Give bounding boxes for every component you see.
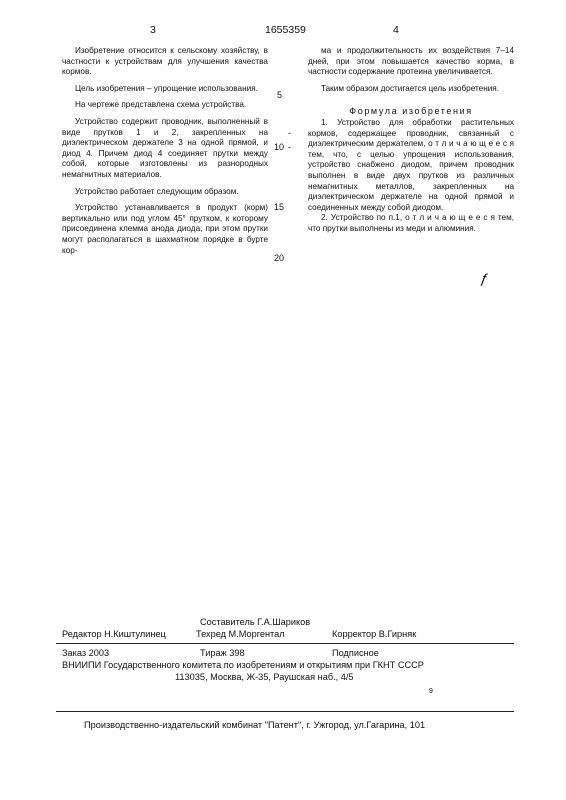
line-number: 20	[274, 253, 285, 263]
small-mark: 9	[429, 688, 433, 695]
organization: ВНИИПИ Государственного комитета по изобретениям и открытиям при ГКНТ СССР	[62, 660, 424, 670]
circulation: Тираж 398	[200, 648, 245, 658]
corrector-credit: Корректор В.Гирняк	[332, 629, 417, 639]
organization-address: 113035, Москва, Ж-35, Раушская наб., 4/5	[175, 672, 354, 682]
order-number: Заказ 2003	[62, 648, 110, 658]
paragraph: Устройство работает следующим образом.	[75, 186, 239, 196]
page-number-left: 3	[150, 24, 156, 36]
page-number-right: 4	[393, 24, 399, 36]
paragraph: На чертеже представлена схема устройства.	[75, 100, 247, 110]
printer-credit: Производственно-издательский комбинат "Патент", г. Ужгород, ул.Гагарина, 101	[84, 720, 426, 730]
claims-heading: Формула изобретения	[349, 106, 473, 117]
claim: 1. Устройство для обработки растительных кормов, содержащее проводник, связанный с диэлектрическим держателем, о т л и ч а ю щ е е с я тем, что, с целью упрощения использования, устройство снабжено диодом, причем проводник выполнен в виде двух прутков из различных немагнитных металлов, закрепленных на диэлектрическом держателе на одной прямой и соединенных между собой диодом.	[308, 117, 514, 212]
margin-dash: -	[288, 142, 291, 152]
line-number: 15	[274, 202, 285, 212]
editor-credit: Редактор Н.Киштулинец	[62, 629, 166, 639]
paragraph: Таким образом достигается цель изобретения.	[321, 83, 499, 93]
paragraph: Изобретение относится к сельскому хозяйству, в частности к устройствам для улучшения качества кормов.	[62, 46, 268, 77]
claim: 2. Устройство по п.1, о т л и ч а ю щ е е с я тем, что прутки выполнены из меди и алюминия.	[308, 213, 514, 233]
divider	[56, 643, 514, 644]
line-number: 10	[274, 142, 285, 152]
left-text-column	[62, 46, 268, 256]
compiler-credit: Составитель Г.А.Шариков	[200, 617, 311, 627]
paragraph: Цель изобретения – упрощение использования.	[75, 83, 258, 93]
paragraph: ма и продолжительность их воздействия 7–14 дней, при этом повышается качество корма, в частности содержание протеина увеличивается.	[308, 46, 514, 77]
handwritten-mark: ƒ	[478, 269, 490, 287]
paragraph: Устройство содержит проводник, выполненный в виде прутков 1 и 2, закрепленных на диэлектрическом держателе 3 на одной прямой, и диод 4. Причем диод 4 соединяет прутки между собой, которые изготовлены из разнородных немагнитных материалов.	[62, 116, 268, 179]
tech-editor-credit: Техред М.Моргентал	[196, 629, 285, 639]
paragraph: Устройство устанавливается в продукт (корм) вертикально или под углом 45° прутком, к которому присоединена клемма анода диода, при этом прутки могут располагаться в шахматном порядке в бурте кор-	[62, 203, 268, 255]
right-text-column	[308, 46, 514, 235]
margin-dash: -	[288, 128, 291, 138]
patent-number: 1655359	[265, 24, 306, 36]
line-number: 5	[277, 90, 283, 100]
subscription: Подписное	[332, 648, 379, 658]
divider	[56, 711, 514, 712]
